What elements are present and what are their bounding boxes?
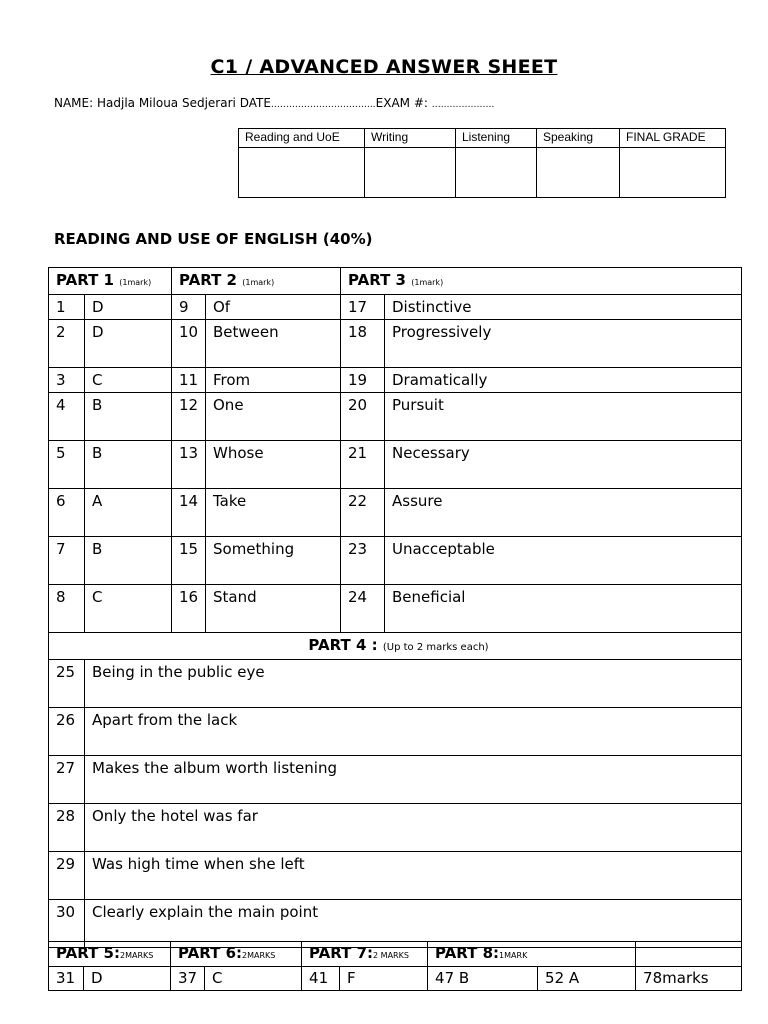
question-number: 9 bbox=[172, 295, 206, 320]
answer-cell: D bbox=[85, 295, 172, 320]
answer-cell: B bbox=[85, 393, 172, 441]
answer-cell: 47 B bbox=[428, 967, 538, 991]
grade-cell-speaking[interactable] bbox=[537, 148, 620, 198]
date-dots: …………………………….. bbox=[270, 100, 376, 110]
question-number: 6 bbox=[49, 489, 85, 537]
answer-cell: Beneficial bbox=[385, 585, 742, 633]
part1-marks: (1mark) bbox=[119, 278, 152, 287]
answer-cell: Of bbox=[206, 295, 341, 320]
table-row bbox=[49, 537, 742, 585]
part6-header bbox=[171, 942, 302, 967]
grade-header-speaking: Speaking bbox=[537, 129, 620, 148]
question-number: 14 bbox=[172, 489, 206, 537]
answer-cell: Progressively bbox=[385, 320, 742, 368]
table-row bbox=[49, 708, 742, 756]
grade-cell-reading[interactable] bbox=[239, 148, 365, 198]
answer-cell: Assure bbox=[385, 489, 742, 537]
question-number: 18 bbox=[341, 320, 385, 368]
answer-cell: Between bbox=[206, 320, 341, 368]
table-row bbox=[49, 441, 742, 489]
part8-label: PART 8: bbox=[435, 944, 500, 962]
answer-cell: Stand bbox=[206, 585, 341, 633]
answer-cell: Only the hotel was far bbox=[85, 804, 742, 852]
answer-cell: A bbox=[85, 489, 172, 537]
total-marks: 78marks bbox=[636, 967, 742, 991]
part6-marks: 2MARKS bbox=[242, 951, 276, 960]
answer-cell: Apart from the lack bbox=[85, 708, 742, 756]
question-number: 1 bbox=[49, 295, 85, 320]
answers-table bbox=[48, 267, 742, 948]
question-number: 8 bbox=[49, 585, 85, 633]
part1-header bbox=[49, 268, 172, 295]
table-row bbox=[49, 967, 742, 991]
question-number: 41 bbox=[302, 967, 340, 991]
part2-label: PART 2 bbox=[179, 271, 237, 289]
question-number: 21 bbox=[341, 441, 385, 489]
answer-cell: One bbox=[206, 393, 341, 441]
table-row bbox=[49, 295, 742, 320]
question-number: 24 bbox=[341, 585, 385, 633]
table-row bbox=[49, 368, 742, 393]
part8-marks: 1MARK bbox=[499, 951, 528, 960]
question-number: 13 bbox=[172, 441, 206, 489]
part5-header bbox=[49, 942, 171, 967]
question-number: 5 bbox=[49, 441, 85, 489]
part8-header bbox=[428, 942, 636, 967]
question-number: 37 bbox=[171, 967, 205, 991]
table-row bbox=[49, 393, 742, 441]
answer-cell: Something bbox=[206, 537, 341, 585]
answer-cell: D bbox=[85, 320, 172, 368]
part5-label: PART 5: bbox=[56, 944, 120, 962]
question-number: 28 bbox=[49, 804, 85, 852]
answer-cell: Unacceptable bbox=[385, 537, 742, 585]
question-number: 17 bbox=[341, 295, 385, 320]
answer-cell: 52 A bbox=[538, 967, 636, 991]
grade-header-reading: Reading and UoE bbox=[239, 129, 365, 148]
answer-cell: Clearly explain the main point bbox=[85, 900, 742, 948]
page-title: C1 / ADVANCED ANSWER SHEET bbox=[210, 56, 558, 78]
part2-marks: (1mark) bbox=[242, 278, 275, 287]
date-label: DATE bbox=[239, 96, 271, 110]
question-number: 16 bbox=[172, 585, 206, 633]
name-line bbox=[54, 96, 494, 110]
part5-marks: 2MARKS bbox=[120, 951, 154, 960]
table-row bbox=[49, 852, 742, 900]
question-number: 31 bbox=[49, 967, 84, 991]
question-number: 11 bbox=[172, 368, 206, 393]
question-number: 26 bbox=[49, 708, 85, 756]
answer-cell: Whose bbox=[206, 441, 341, 489]
question-number: 4 bbox=[49, 393, 85, 441]
table-row bbox=[49, 804, 742, 852]
answer-cell: D bbox=[84, 967, 171, 991]
name-value: Hadjla Miloua Sedjerari bbox=[97, 96, 236, 110]
part3-header bbox=[341, 268, 742, 295]
question-number: 20 bbox=[341, 393, 385, 441]
question-number: 2 bbox=[49, 320, 85, 368]
part1-label: PART 1 bbox=[56, 271, 114, 289]
grade-cell-final[interactable] bbox=[620, 148, 726, 198]
table-row bbox=[49, 489, 742, 537]
table-row bbox=[49, 756, 742, 804]
question-number: 3 bbox=[49, 368, 85, 393]
grade-cell-listening[interactable] bbox=[456, 148, 537, 198]
answer-cell: Makes the album worth listening bbox=[85, 756, 742, 804]
answer-cell: Distinctive bbox=[385, 295, 742, 320]
question-number: 27 bbox=[49, 756, 85, 804]
answer-cell: C bbox=[85, 368, 172, 393]
answer-cell: Necessary bbox=[385, 441, 742, 489]
answer-cell: B bbox=[85, 441, 172, 489]
exam-dots: …..……………. bbox=[431, 100, 495, 110]
question-number: 23 bbox=[341, 537, 385, 585]
part4-header bbox=[49, 633, 742, 660]
question-number: 7 bbox=[49, 537, 85, 585]
grade-header-final: FINAL GRADE bbox=[620, 129, 726, 148]
exam-label: EXAM #: bbox=[375, 96, 428, 110]
part7-label: PART 7: bbox=[309, 944, 374, 962]
part3-label: PART 3 bbox=[348, 271, 406, 289]
table-row bbox=[49, 585, 742, 633]
part7-marks: 2 MARKS bbox=[373, 951, 409, 960]
answer-cell: F bbox=[340, 967, 428, 991]
grade-cell-writing[interactable] bbox=[365, 148, 456, 198]
part2-header bbox=[172, 268, 341, 295]
part4-label: PART 4 : bbox=[308, 636, 378, 654]
answer-cell: Was high time when she left bbox=[85, 852, 742, 900]
blank-header-cell bbox=[636, 942, 742, 967]
part7-header bbox=[302, 942, 428, 967]
answer-cell: From bbox=[206, 368, 341, 393]
answer-cell: C bbox=[85, 585, 172, 633]
grade-table bbox=[238, 128, 726, 198]
question-number: 25 bbox=[49, 660, 85, 708]
question-number: 22 bbox=[341, 489, 385, 537]
grade-header-listening: Listening bbox=[456, 129, 537, 148]
answer-cell: Dramatically bbox=[385, 368, 742, 393]
grade-header-writing: Writing bbox=[365, 129, 456, 148]
table-row bbox=[49, 320, 742, 368]
question-number: 10 bbox=[172, 320, 206, 368]
name-label: NAME: bbox=[54, 96, 94, 110]
answer-cell: Take bbox=[206, 489, 341, 537]
answer-cell: Being in the public eye bbox=[85, 660, 742, 708]
section-title: READING AND USE OF ENGLISH (40%) bbox=[54, 230, 373, 248]
answer-cell: Pursuit bbox=[385, 393, 742, 441]
part4-marks: (Up to 2 marks each) bbox=[382, 642, 489, 653]
question-number: 15 bbox=[172, 537, 206, 585]
parts-5-8-table bbox=[48, 941, 742, 991]
answer-cell: B bbox=[85, 537, 172, 585]
question-number: 19 bbox=[341, 368, 385, 393]
answer-cell: C bbox=[205, 967, 302, 991]
question-number: 30 bbox=[49, 900, 85, 948]
part3-marks: (1mark) bbox=[411, 278, 444, 287]
question-number: 12 bbox=[172, 393, 206, 441]
table-row bbox=[49, 660, 742, 708]
part6-label: PART 6: bbox=[178, 944, 243, 962]
question-number: 29 bbox=[49, 852, 85, 900]
